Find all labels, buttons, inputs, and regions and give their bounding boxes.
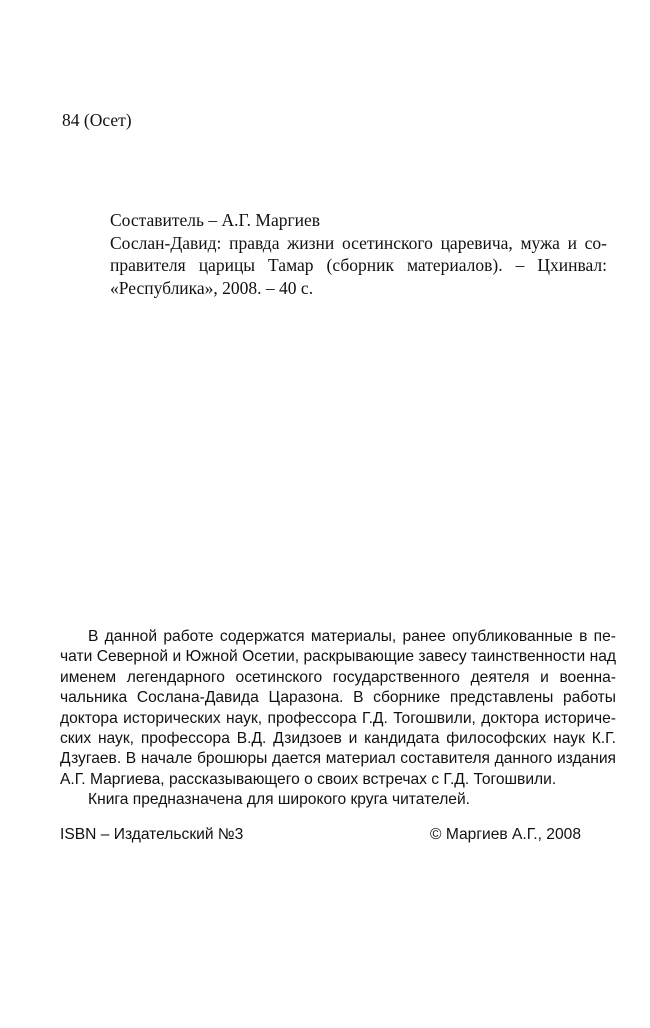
title-description — [110, 232, 607, 300]
copyright-line: © Маргиев А.Г., 2008 — [430, 826, 581, 843]
compiler-line — [110, 209, 607, 232]
isbn-line: ISBN – Издательский №3 — [60, 826, 244, 843]
annotation-line: именем легендарного осетинского государственного деятеля и военна- — [60, 668, 616, 686]
annotation — [60, 627, 616, 811]
annotation-line: Дзугаев. В начале брошюры дается материал составителя данного издания — [60, 750, 616, 768]
annotation-paragraph — [60, 627, 616, 790]
audience-note — [60, 790, 616, 810]
bibliographic-record — [110, 209, 607, 299]
annotation-line: чати Северной и Южной Осетии, раскрывающие завесу таинственности над — [60, 648, 616, 666]
annotation-line: А.Г. Маргиева, рассказывающего о своих встречах с Г.Д. Тогошвили. — [60, 770, 557, 788]
classification-code: 84 (Осет) — [62, 110, 132, 130]
compiler-text: Составитель – А.Г. Маргиев — [110, 210, 321, 230]
annotation-line: В данной работе содержатся материалы, ранее опубликованные в пе- — [88, 628, 616, 645]
title-line: «Республика», 2008. – 40 с. — [110, 277, 314, 298]
annotation-line: чальника Сослана-Давида Царазона. В сборнике представлены работы — [60, 689, 616, 707]
annotation-line: доктора исторических наук, профессора Г.Д. Тогошвили, доктора историче- — [60, 709, 616, 727]
title-line: правителя царицы Тамар (сборник материалов). – Цхинвал: — [110, 255, 607, 275]
audience-line: Книга предназначена для широкого круга читателей. — [88, 791, 471, 809]
annotation-line: ских наук, профессора В.Д. Дзидзоев и кандидата философских наук К.Г. — [60, 730, 616, 748]
title-line: Сослан-Давид: правда жизни осетинского царевича, мужа и со- — [110, 232, 607, 253]
